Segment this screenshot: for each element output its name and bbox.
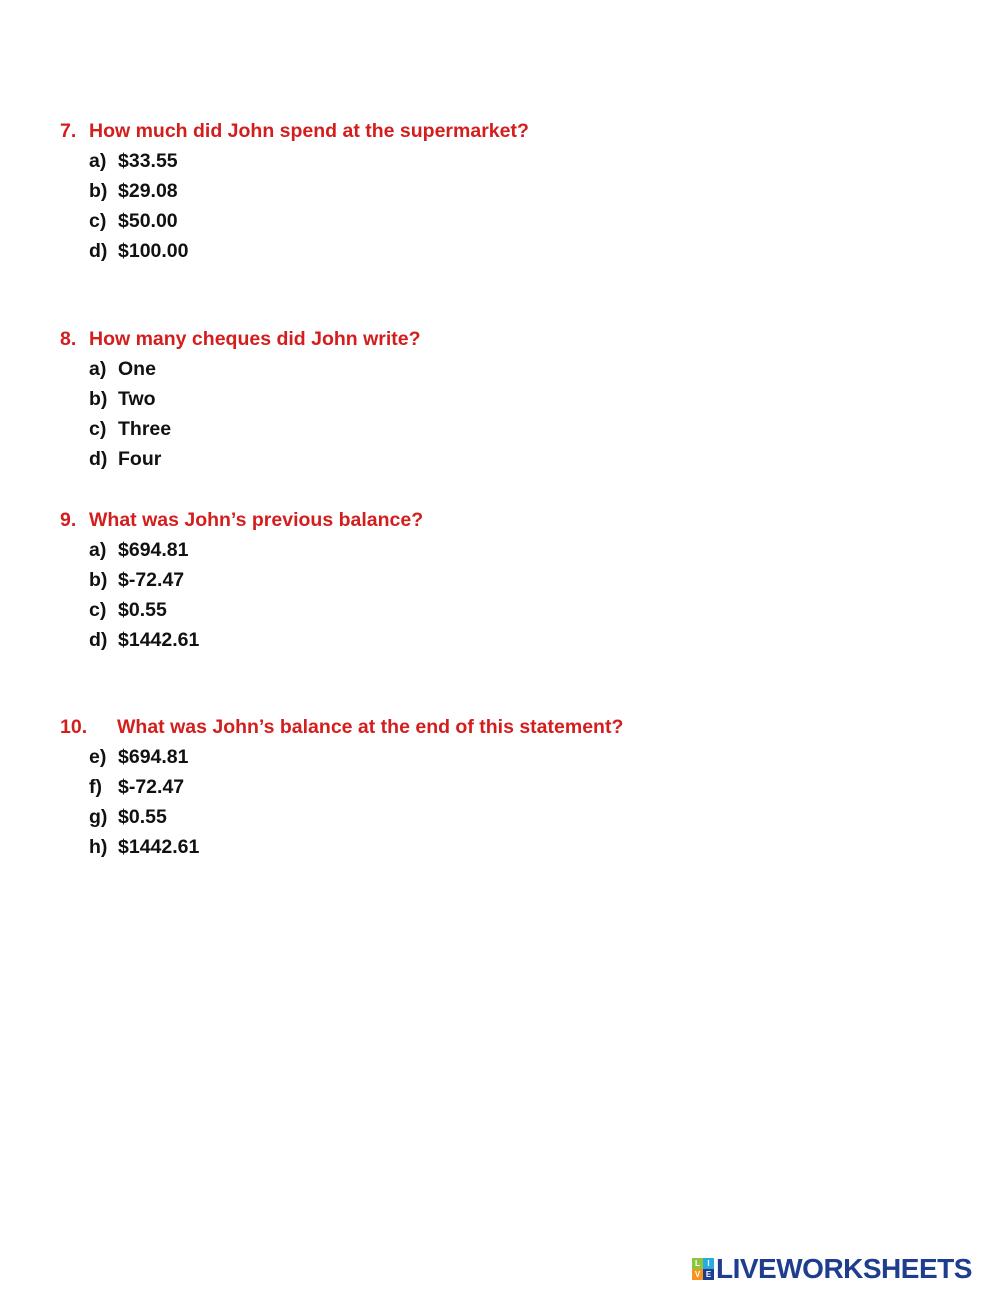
option-text: $29.08	[118, 180, 178, 202]
option-letter: b)	[89, 569, 108, 591]
option-c	[89, 595, 960, 625]
logo-text: LIVEWORKSHEETS	[716, 1253, 972, 1284]
option-text: One	[118, 358, 156, 380]
option-a	[89, 354, 960, 384]
option-d	[89, 625, 960, 655]
question-text: How much did John spend at the supermarket?	[89, 120, 529, 142]
option-letter: f)	[89, 776, 102, 798]
question-heading	[60, 116, 960, 146]
logo-mark-letter: V	[692, 1269, 703, 1280]
option-letter: a)	[89, 358, 107, 380]
option-letter: c)	[89, 599, 107, 621]
option-text: $694.81	[118, 746, 189, 768]
question-heading	[60, 324, 960, 354]
option-letter: d)	[89, 629, 108, 651]
option-text: $1442.61	[118, 629, 200, 651]
question-9	[60, 505, 960, 655]
option-letter: h)	[89, 836, 108, 858]
option-text: $33.55	[118, 150, 178, 172]
logo-mark-letter: E	[703, 1269, 714, 1280]
option-text: Three	[118, 418, 172, 440]
question-number: 9.	[60, 509, 77, 531]
option-letter: d)	[89, 240, 108, 262]
option-text: $0.55	[118, 806, 167, 828]
question-text: What was John’s previous balance?	[89, 509, 424, 531]
option-letter: d)	[89, 448, 108, 470]
option-a	[89, 535, 960, 565]
option-letter: a)	[89, 150, 107, 172]
question-number: 7.	[60, 120, 77, 142]
option-g	[89, 802, 960, 832]
question-number: 8.	[60, 328, 77, 350]
question-number: 10.	[60, 716, 88, 738]
option-letter: c)	[89, 210, 107, 232]
question-8	[60, 324, 960, 474]
option-b	[89, 176, 960, 206]
logo-mark-letter: L	[692, 1258, 703, 1269]
question-10	[60, 712, 960, 862]
option-letter: b)	[89, 388, 108, 410]
question-heading	[60, 505, 960, 535]
question-heading	[60, 712, 960, 742]
option-text: $1442.61	[118, 836, 200, 858]
option-letter: a)	[89, 539, 107, 561]
liveworksheets-logo	[692, 1254, 990, 1284]
option-text: Two	[118, 388, 156, 410]
option-text: $0.55	[118, 599, 167, 621]
option-e	[89, 742, 960, 772]
question-text: How many cheques did John write?	[89, 328, 421, 350]
option-letter: c)	[89, 418, 107, 440]
option-text: $50.00	[118, 210, 178, 232]
option-letter: g)	[89, 806, 108, 828]
option-text: Four	[118, 448, 162, 470]
option-c	[89, 206, 960, 236]
option-text: $100.00	[118, 240, 189, 262]
option-h	[89, 832, 960, 862]
option-b	[89, 565, 960, 595]
option-letter: e)	[89, 746, 107, 768]
logo-mark-letter: I	[703, 1258, 714, 1269]
option-f	[89, 772, 960, 802]
question-7	[60, 116, 960, 266]
option-letter: b)	[89, 180, 108, 202]
option-text: $-72.47	[118, 569, 185, 591]
question-text: What was John’s balance at the end of this statement?	[117, 716, 624, 738]
option-d	[89, 444, 960, 474]
logo-mark-icon	[692, 1258, 714, 1280]
option-b	[89, 384, 960, 414]
option-a	[89, 146, 960, 176]
option-text: $694.81	[118, 539, 189, 561]
option-c	[89, 414, 960, 444]
option-d	[89, 236, 960, 266]
option-text: $-72.47	[118, 776, 185, 798]
